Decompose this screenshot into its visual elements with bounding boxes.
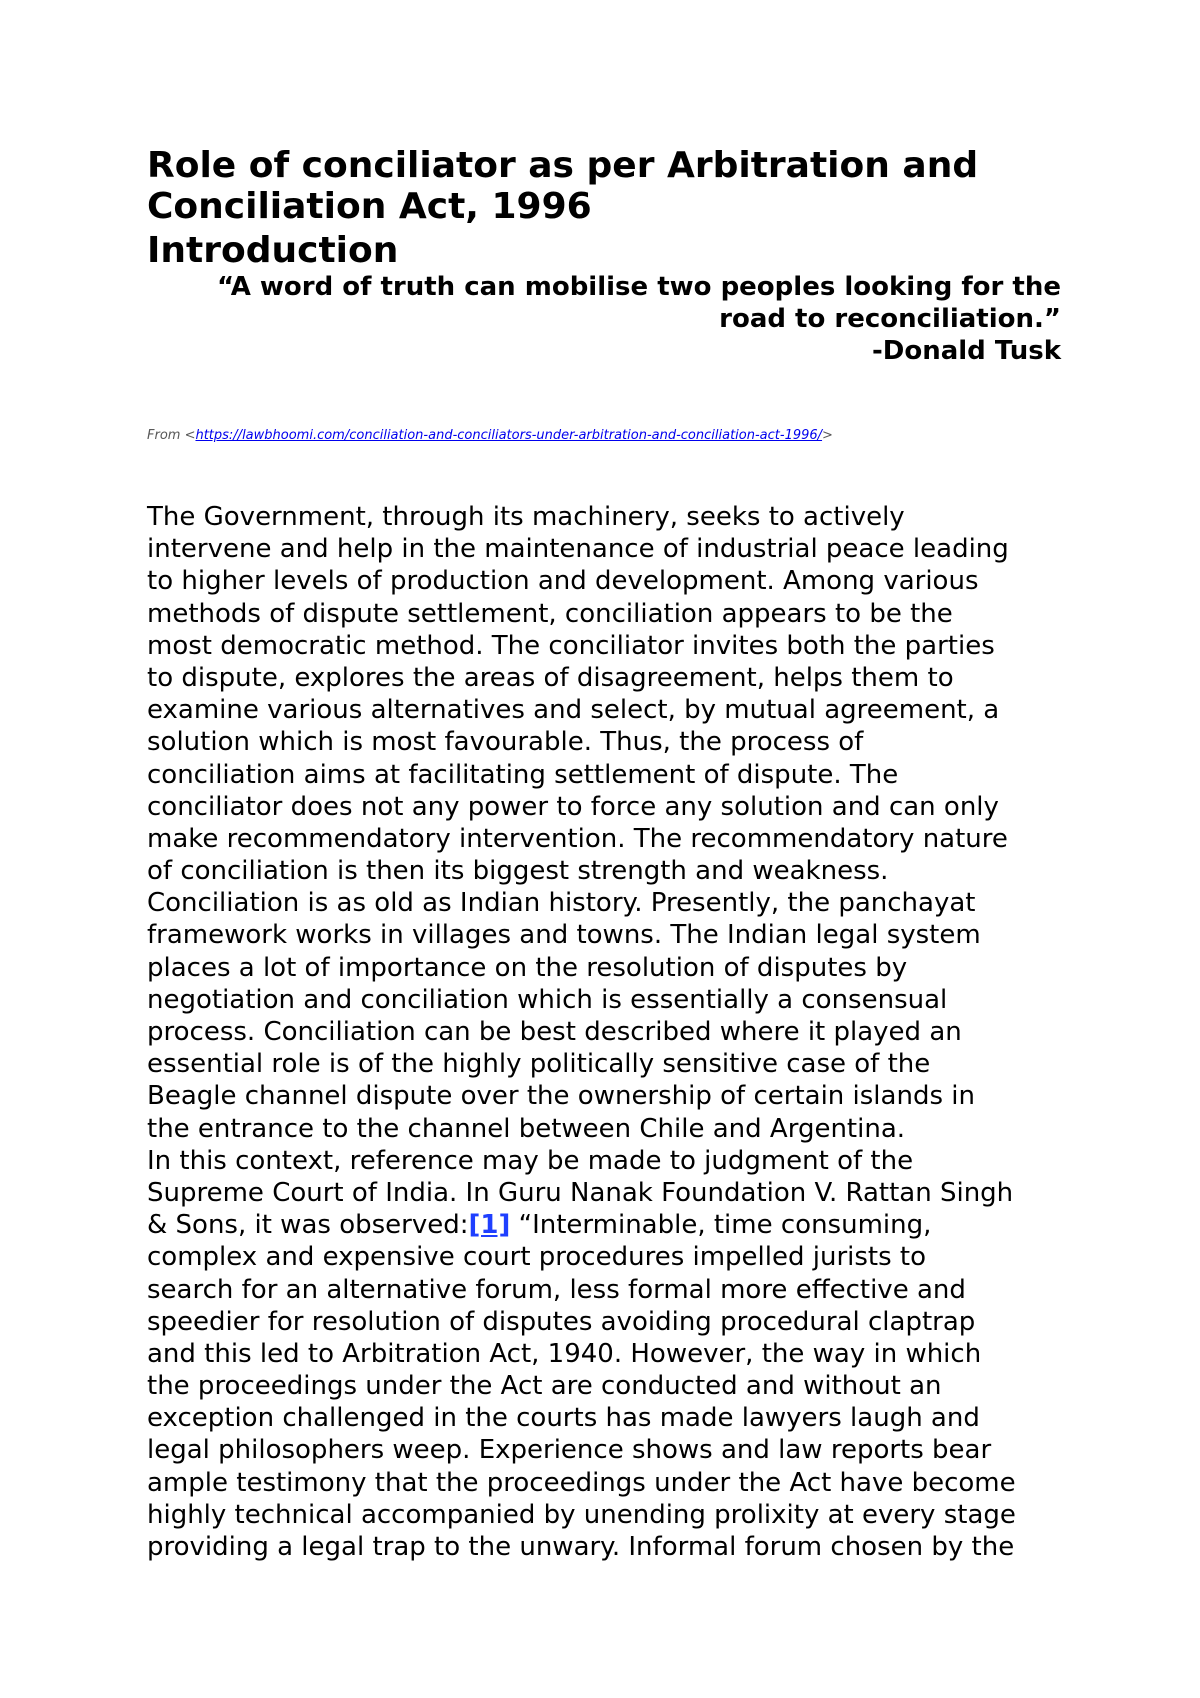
body-line: ample testimony that the proceedings under the Act have become bbox=[147, 1467, 1016, 1498]
body-paragraph bbox=[147, 501, 1087, 1563]
epigraph-quote bbox=[147, 271, 1061, 367]
body-line: the entrance to the channel between Chile and Argentina. bbox=[147, 1113, 906, 1144]
body-line: solution which is most favourable. Thus, the process of bbox=[147, 727, 864, 758]
body-line: methods of dispute settlement, conciliation appears to be the bbox=[147, 598, 953, 629]
body-line: search for an alternative forum, less formal more effective and bbox=[147, 1274, 966, 1305]
body-line: to higher levels of production and development. Among various bbox=[147, 566, 979, 597]
source-prefix: From < bbox=[147, 428, 196, 443]
quote-author: -Donald Tusk bbox=[871, 336, 1061, 366]
document-title bbox=[147, 145, 1087, 227]
body-line: speedier for resolution of disputes avoiding procedural claptrap bbox=[147, 1306, 976, 1337]
body-line: highly technical accompanied by unending prolixity at every stage bbox=[147, 1499, 1016, 1530]
body-line: Beagle channel dispute over the ownership of certain islands in bbox=[147, 1081, 975, 1112]
body-line-ref bbox=[147, 1209, 1087, 1241]
source-link[interactable]: https://lawbhoomi.com/conciliation-and-conciliators-under-arbitration-and-conciliation-act-1996/ bbox=[195, 428, 823, 443]
ref-line-text-before: & Sons, it was observed: bbox=[147, 1210, 469, 1241]
body-line: legal philosophers weep. Experience shows and law reports bear bbox=[147, 1435, 992, 1466]
title-line-1: Role of conciliator as per Arbitration and bbox=[147, 145, 979, 186]
body-line: and this led to Arbitration Act, 1940. However, the way in which bbox=[147, 1338, 982, 1369]
body-line: process. Conciliation can be best described where it played an bbox=[147, 1017, 962, 1047]
quote-line-2: road to reconciliation.” bbox=[719, 304, 1061, 334]
body-line: intervene and help in the maintenance of industrial peace leading bbox=[147, 534, 1009, 565]
body-line: Conciliation is as old as Indian history. Presently, the panchayat bbox=[147, 888, 976, 919]
body-line: to dispute, explores the areas of disagreement, helps them to bbox=[147, 662, 954, 693]
quote-line-1: “A word of truth can mobilise two peoples looking for the bbox=[216, 272, 1061, 302]
body-line: providing a legal trap to the unwary. Informal forum chosen by the bbox=[147, 1532, 1015, 1562]
body-line: negotiation and conciliation which is essentially a consensual bbox=[147, 984, 948, 1015]
title-line-2: Conciliation Act, 1996 bbox=[147, 186, 592, 227]
footnote-ref-link[interactable]: [1] bbox=[468, 1210, 511, 1241]
body-line: conciliation aims at facilitating settlement of dispute. The bbox=[147, 759, 899, 790]
body-line: Supreme Court of India. In Guru Nanak Foundation V. Rattan Singh bbox=[147, 1177, 1014, 1208]
section-heading: Introduction bbox=[147, 230, 399, 271]
body-line: of conciliation is then its biggest strength and weakness. bbox=[147, 856, 889, 887]
body-line: complex and expensive court procedures impelled jurists to bbox=[147, 1242, 927, 1273]
body-line: make recommendatory intervention. The recommendatory nature bbox=[147, 823, 1008, 854]
ref-line-text-after: “Interminable, time consuming, bbox=[510, 1210, 932, 1241]
body-line: the proceedings under the Act are conducted and without an bbox=[147, 1371, 942, 1402]
body-line: The Government, through its machinery, seeks to actively bbox=[147, 502, 905, 532]
body-line: framework works in villages and towns. The Indian legal system bbox=[147, 920, 981, 951]
source-citation bbox=[147, 427, 1087, 445]
body-line: most democratic method. The conciliator invites both the parties bbox=[147, 630, 995, 661]
body-line: examine various alternatives and select, by mutual agreement, a bbox=[147, 695, 1000, 726]
body-line: In this context, reference may be made to judgment of the bbox=[147, 1145, 914, 1176]
body-line: essential role is of the highly politically sensitive case of the bbox=[147, 1049, 931, 1080]
body-line: places a lot of importance on the resolution of disputes by bbox=[147, 952, 908, 983]
body-line: exception challenged in the courts has made lawyers laugh and bbox=[147, 1403, 980, 1434]
source-suffix: > bbox=[822, 428, 833, 443]
body-line: conciliator does not any power to force any solution and can only bbox=[147, 791, 999, 822]
